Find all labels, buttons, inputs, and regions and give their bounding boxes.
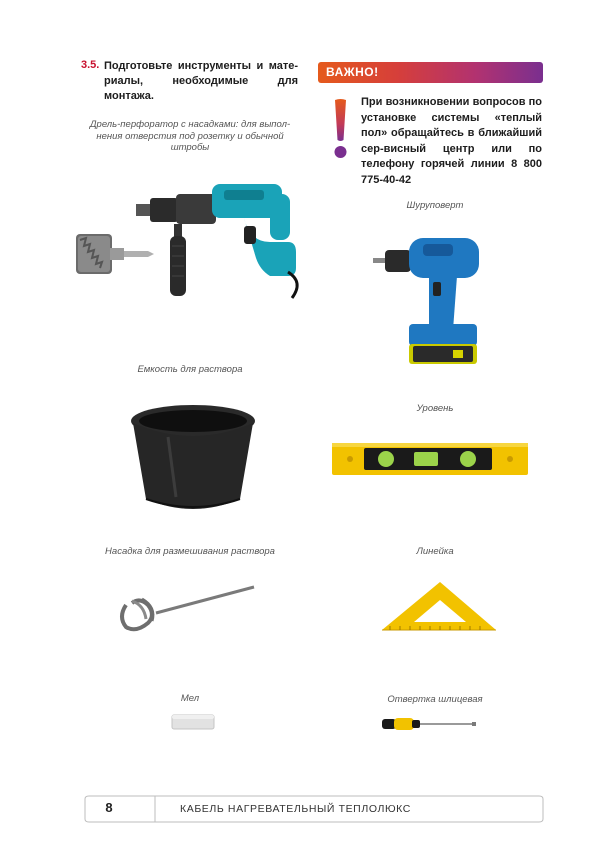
flat-screwdriver-caption: Отвертка шлицевая xyxy=(387,694,483,705)
spirit-level-image xyxy=(332,441,528,477)
footer-title: КАБЕЛЬ НАГРЕВАТЕЛЬНЫЙ ТЕПЛОЛЮКС xyxy=(180,803,411,815)
drill-caption: Дрель-перфоратор с насадками: для выпол-нения отверстия под розетку и обычной штробы xyxy=(89,119,291,153)
level-caption: Уровень xyxy=(416,403,454,414)
important-label: ВАЖНО! xyxy=(326,65,379,79)
rotary-hammer-image xyxy=(74,172,306,300)
chalk-image xyxy=(171,713,215,731)
triangle-ruler-image xyxy=(380,580,498,634)
flat-screwdriver-image xyxy=(382,716,478,732)
drill-body-icon xyxy=(136,184,297,298)
section-title: Подготовьте инструменты и мате-риалы, необходимые для монтажа. xyxy=(104,60,298,102)
screwdriver-caption: Шуруповерт xyxy=(406,200,464,211)
section-number: 3.5. xyxy=(81,59,100,71)
cordless-screwdriver-image xyxy=(373,226,489,368)
ruler-caption: Линейка xyxy=(416,546,454,557)
page-number: 8 xyxy=(105,800,113,815)
important-text: При возникновении вопросов по установке системы «теплый пол» обращайтесь в ближайший сер-висный центр или по телефону горячей линии 8 800 775-40-42 xyxy=(361,96,542,186)
container-caption: Емкость для раствора xyxy=(137,364,243,375)
mixer-caption: Насадка для размешивания раствора xyxy=(105,546,275,557)
core-bit-icon xyxy=(76,234,154,274)
mixing-paddle-image xyxy=(116,585,256,635)
chalk-caption: Мел xyxy=(180,693,200,704)
exclamation-icon xyxy=(333,98,348,160)
mortar-tub-image xyxy=(128,403,258,515)
important-banner xyxy=(318,62,543,83)
